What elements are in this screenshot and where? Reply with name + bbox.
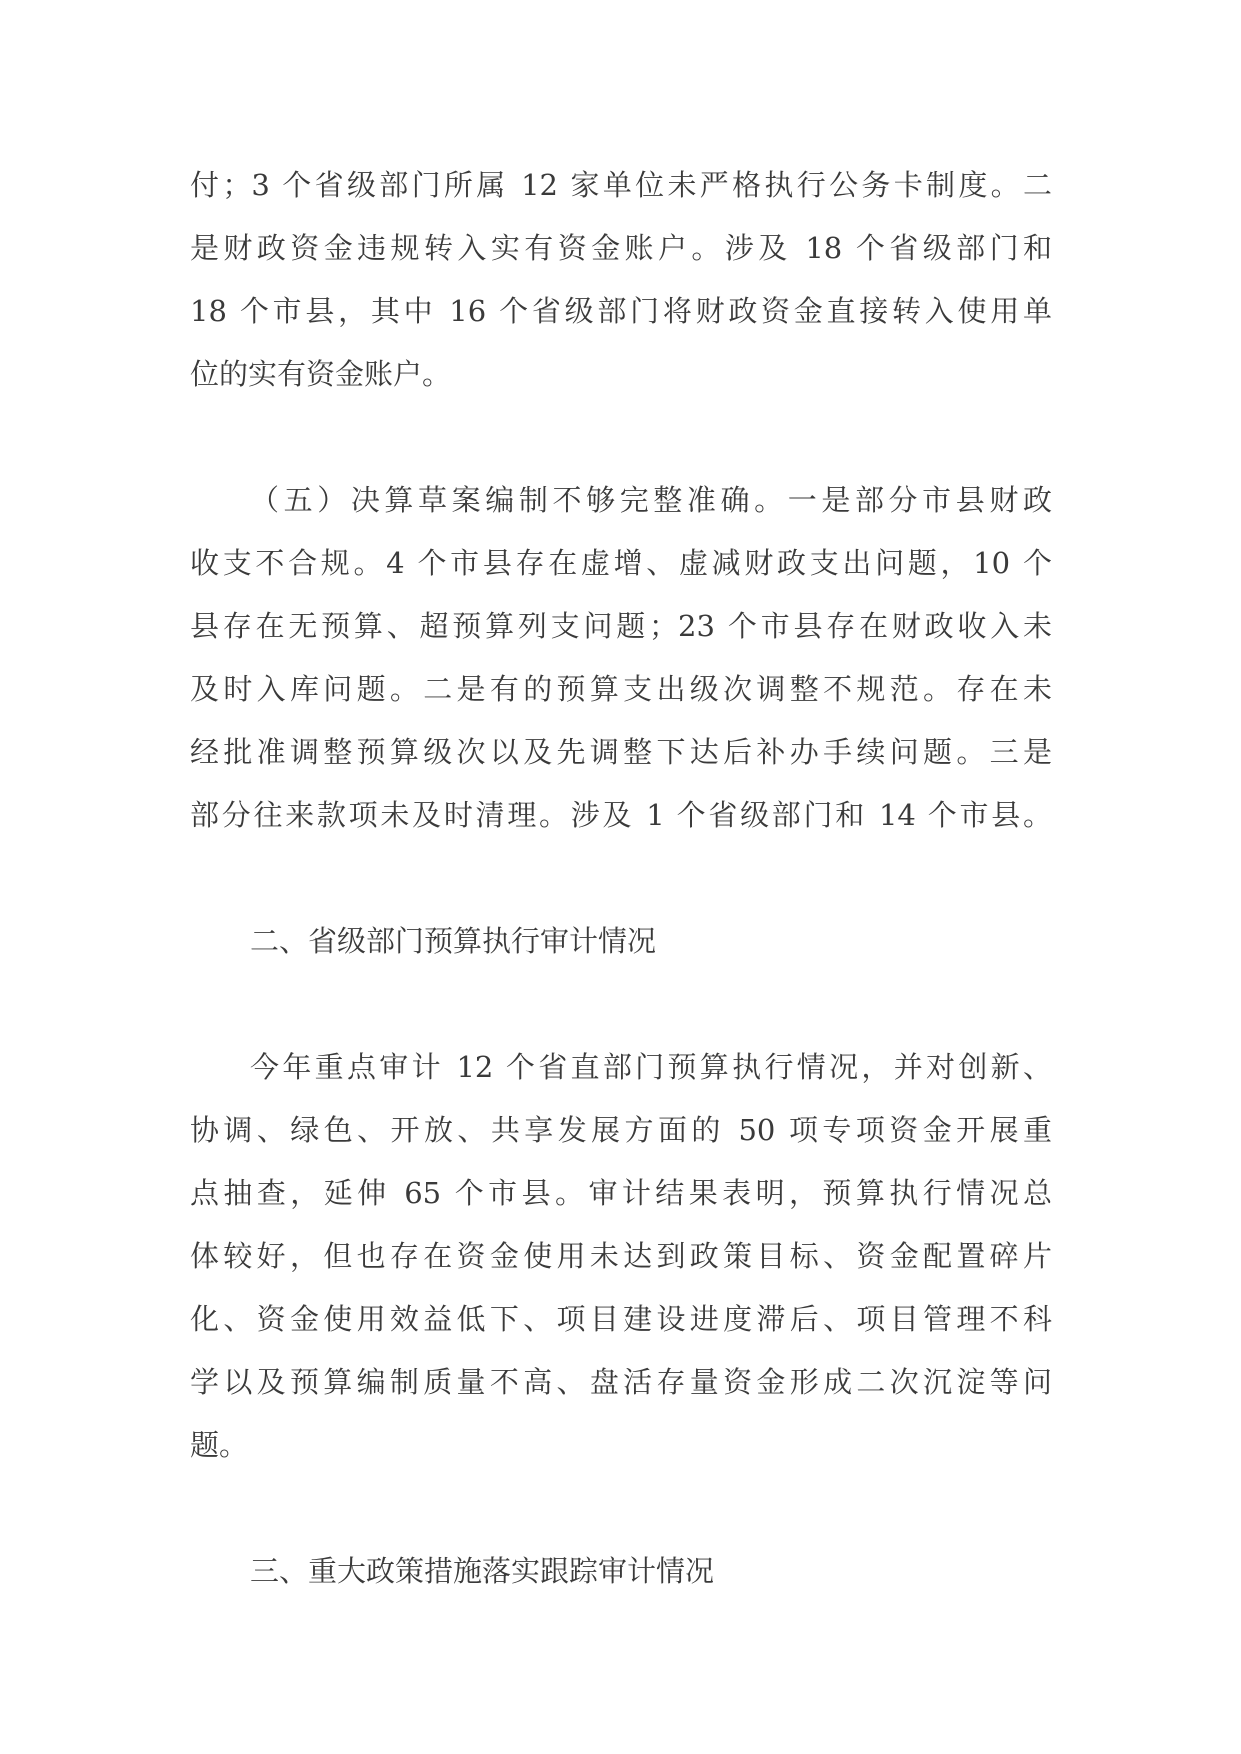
text-line: 协调、绿色、开放、共享发展方面的 50 项专项资金开展重 — [190, 1113, 1052, 1147]
text-line: 18 个市县，其中 16 个省级部门将财政资金直接转入使用单 — [190, 294, 1052, 328]
text-line: 部分往来款项未及时清理。涉及 1 个省级部门和 14 个市县。 — [190, 798, 1052, 832]
text-line: 是财政资金违规转入实有资金账户。涉及 18 个省级部门和 — [190, 231, 1052, 265]
text-line: 经批准调整预算级次以及先调整下达后补办手续问题。三是 — [190, 735, 1052, 769]
text-line: 位的实有资金账户。 — [190, 357, 452, 391]
text-line: （五）决算草案编制不够完整准确。一是部分市县财政 — [250, 483, 1052, 517]
text-line: 题。 — [190, 1428, 249, 1462]
text-line: 付；3 个省级部门所属 12 家单位未严格执行公务卡制度。二 — [190, 168, 1052, 202]
text-line: 今年重点审计 12 个省直部门预算执行情况，并对创新、 — [250, 1050, 1052, 1084]
section-heading-3: 三、重大政策措施落实跟踪审计情况 — [250, 1554, 715, 1588]
paragraph-card-funds — [190, 154, 1052, 406]
text-line: 收支不合规。4 个市县存在虚增、虚减财政支出问题，10 个 — [190, 546, 1052, 580]
text-line: 及时入库问题。二是有的预算支出级次调整不规范。存在未 — [190, 672, 1052, 706]
section-heading-2: 二、省级部门预算执行审计情况 — [250, 924, 657, 958]
text-line: 县存在无预算、超预算列支问题；23 个市县存在财政收入未 — [190, 609, 1052, 643]
text-line: 化、资金使用效益低下、项目建设进度滞后、项目管理不科 — [190, 1302, 1052, 1336]
text-line: 体较好，但也存在资金使用未达到政策目标、资金配置碎片 — [190, 1239, 1052, 1273]
paragraph-final-accounts — [190, 469, 1052, 847]
document-page — [190, 154, 1052, 1666]
paragraph-department-audit — [190, 1036, 1052, 1477]
text-line: 学以及预算编制质量不高、盘活存量资金形成二次沉淀等问 — [190, 1365, 1052, 1399]
text-line: 点抽查，延伸 65 个市县。审计结果表明，预算执行情况总 — [190, 1176, 1052, 1210]
